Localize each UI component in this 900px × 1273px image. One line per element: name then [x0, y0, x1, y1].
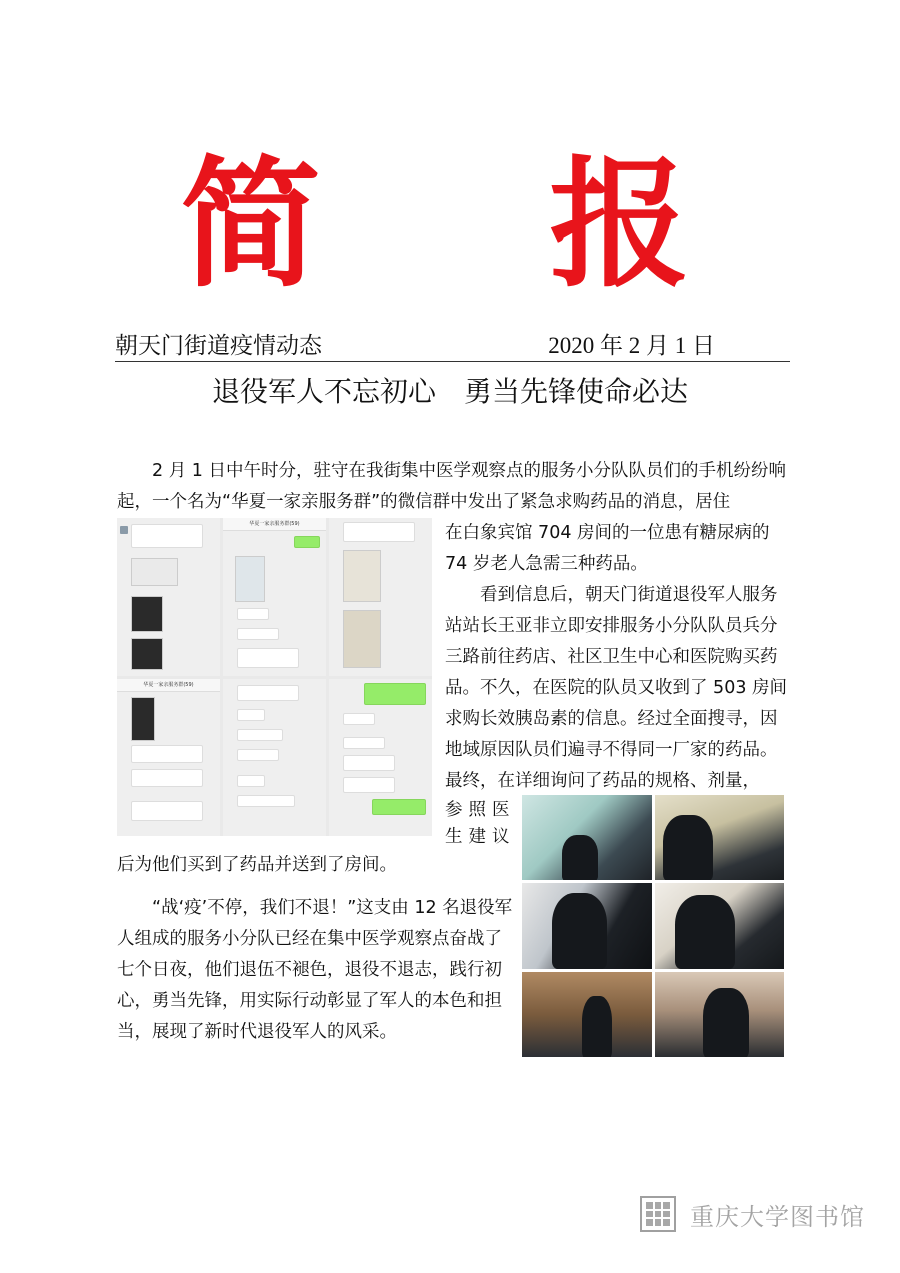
photo-collage [522, 795, 784, 1057]
headline: 退役军人不忘初心 勇当先锋使命必达 [211, 375, 688, 408]
chat-screenshot-collage [117, 518, 432, 836]
paragraph-1: 2 月 1 日中午时分，驻守在我街集中医学观察点的服务小分队队员们的手机纷纷响起，一个名为“华夏一家亲服务群”的微信群中发出了紧急求购药品的消息，居住 [117, 461, 786, 512]
photo-hotel-corridor [655, 972, 785, 1057]
paragraph-5: 后为他们买到了药品并送到了房间。 [117, 855, 397, 875]
chat-title: 华夏一家亲服务群(59) [117, 679, 220, 692]
paragraph-6: “战‘疫’不停，我们不退！”这支由 12 名退役军人组成的服务小分队已经在集中医学观察点奋战了七个日夜，他们退伍不褪色，退役不退志，践行初心，勇当先锋，用实际行动彰显了军人的本色和担当，展现了新时代退役军人的风采。 [117, 898, 513, 1042]
chat-panel [329, 679, 432, 837]
watermark-text: 重庆大学图书馆 [690, 1202, 865, 1231]
paragraph-3: 看到信息后，朝天门街道退役军人服务站站长王亚非立即安排服务小分队队员兵分三路前往药店、社区卫生中心和医院购买药品。不久，在医院的队员又收到了 503 房间求购长效胰岛素的信息。经过全面搜寻，因地域原因队员们遍寻不得同一厂家的药品。最终，在详细询问了药品的规格、剂量， [445, 585, 788, 791]
chat-panel [117, 518, 220, 676]
chat-panel [223, 679, 326, 837]
masthead-title: 简 报 [180, 143, 780, 307]
issue-line [115, 325, 790, 362]
chat-panel [223, 518, 326, 676]
paragraph-2: 在白象宾馆 704 房间的一位患有糖尿病的 74 岁老人急需三种药品。 [445, 523, 770, 574]
photo-volunteer [522, 883, 652, 968]
library-watermark [640, 1193, 865, 1235]
photo-clinic [655, 795, 785, 880]
section-name: 朝天门街道疫情动态 [115, 333, 322, 359]
chat-panel [329, 518, 432, 676]
chat-title: 华夏一家亲服务群(59) [223, 518, 326, 531]
issue-date: 2020 年 2 月 1 日 [548, 333, 715, 358]
photo-pharmacy [522, 795, 652, 880]
chat-panel [117, 679, 220, 837]
paragraph-4: 参照医生建议 [445, 800, 516, 847]
library-seal-icon [640, 1196, 676, 1232]
photo-hotel-door [522, 972, 652, 1057]
photo-volunteer-writing [655, 883, 785, 968]
